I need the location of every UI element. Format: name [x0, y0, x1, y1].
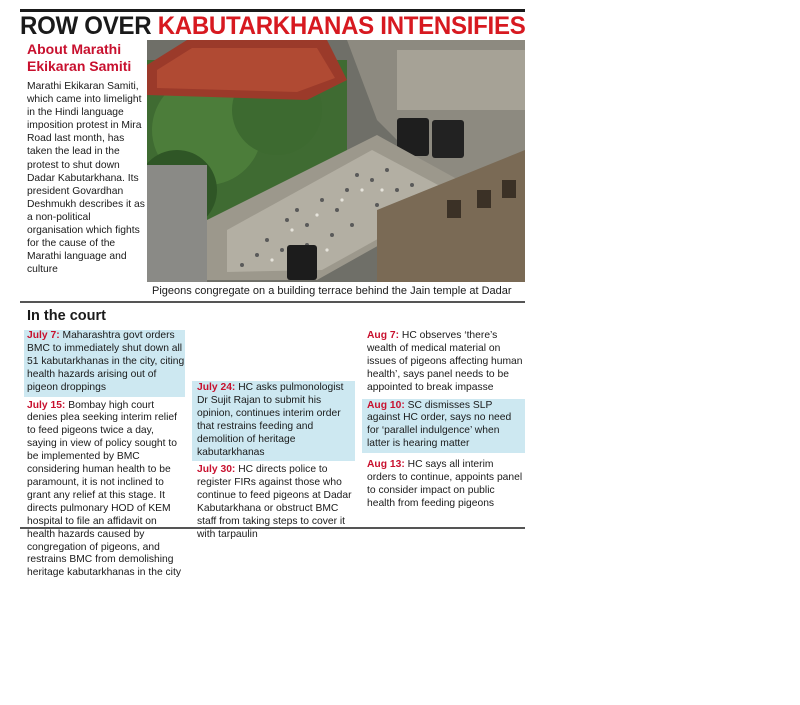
- timeline-column-1: [27, 330, 185, 580]
- court-section-title: In the court: [27, 308, 106, 324]
- pigeons-terrace-photo: [147, 40, 525, 282]
- photo-illustration: [147, 40, 525, 282]
- about-sidebar: [20, 40, 147, 300]
- about-body: Marathi Ekikaran Samiti, which came into limelight in the Hindi language imposition protest in Mira Road last month, has taken the lead in the protest to shut down Dadar Kabutarkhana. Its president Govardhan Deshmukh describes it as a non-political organisation which fights for the cause of the Marathi language and culture: [27, 81, 145, 276]
- section-divider: [20, 301, 525, 303]
- timeline-entry-july24: [192, 381, 355, 461]
- entry-date: Aug 10:: [367, 399, 405, 411]
- entry-text: HC directs police to register FIRs against those who continue to feed pigeons at Dadar Kabutarkhana or obstruct BMC staff from taking steps to cover it with tarpaulin: [197, 464, 352, 540]
- timeline-entry-july15: [27, 400, 185, 581]
- entry-text: HC asks pulmonologist Dr Sujit Rajan to submit his opinion, continues interim order that restrains feeding and demolition of heritage kabutarkhanas: [197, 382, 344, 458]
- timeline-entry-aug7: [367, 330, 525, 395]
- entry-text: Bombay high court denies plea seeking interim relief to feed pigeons twice a day, saying in view of policy sought to be implemented by BMC considering human health to be paramount, it is not inclined to grant any relief at this stage. It directs pulmonary HOD of KEM hospital to file an affidavit on health hazards caused by congregation of pigeons, and restrains BMC from demolishing heritage kabutarkhanas in the city: [27, 399, 181, 579]
- entry-date: Aug 13:: [367, 459, 405, 471]
- timeline-column-2: [197, 381, 355, 542]
- bottom-rule: [20, 527, 525, 529]
- entry-date: July 24:: [197, 382, 236, 393]
- timeline-column-3: [367, 330, 525, 511]
- timeline-entry-aug10: [362, 399, 525, 454]
- entry-date: July 30:: [197, 464, 236, 476]
- photo-caption: Pigeons congregate on a building terrace behind the Jain temple at Dadar: [152, 285, 512, 297]
- headline-part-red: KABUTARKHANAS INTENSIFIES: [157, 12, 526, 40]
- entry-text: HC says all interim orders to continue, appoints panel to consider impact on public health from feeding pigeons: [367, 459, 523, 509]
- timeline-entry-july7: [24, 330, 185, 397]
- timeline-entry-july30: [197, 464, 355, 541]
- entry-date: Aug 7:: [367, 330, 400, 341]
- entry-date: July 15:: [27, 399, 66, 411]
- headline: [20, 12, 526, 40]
- entry-text: HC observes ‘there’s wealth of medical material on issues of pigeons affecting human health’, says panel needs to be appointed to break impasse: [367, 330, 523, 393]
- headline-part-black: ROW OVER: [20, 12, 158, 40]
- entry-text: Maharashtra govt orders BMC to immediately shut down all 51 kabutarkhanas in the city, citing health hazards arising out of pigeon droppings: [27, 330, 185, 393]
- timeline-entry-aug13: [367, 459, 525, 511]
- entry-date: July 7:: [27, 330, 60, 341]
- about-title: About Marathi Ekikaran Samiti: [27, 41, 132, 74]
- entry-text: SC dismisses SLP against HC order, says no need for ‘parallel indulgence’ when latter is hearing matter: [367, 399, 512, 450]
